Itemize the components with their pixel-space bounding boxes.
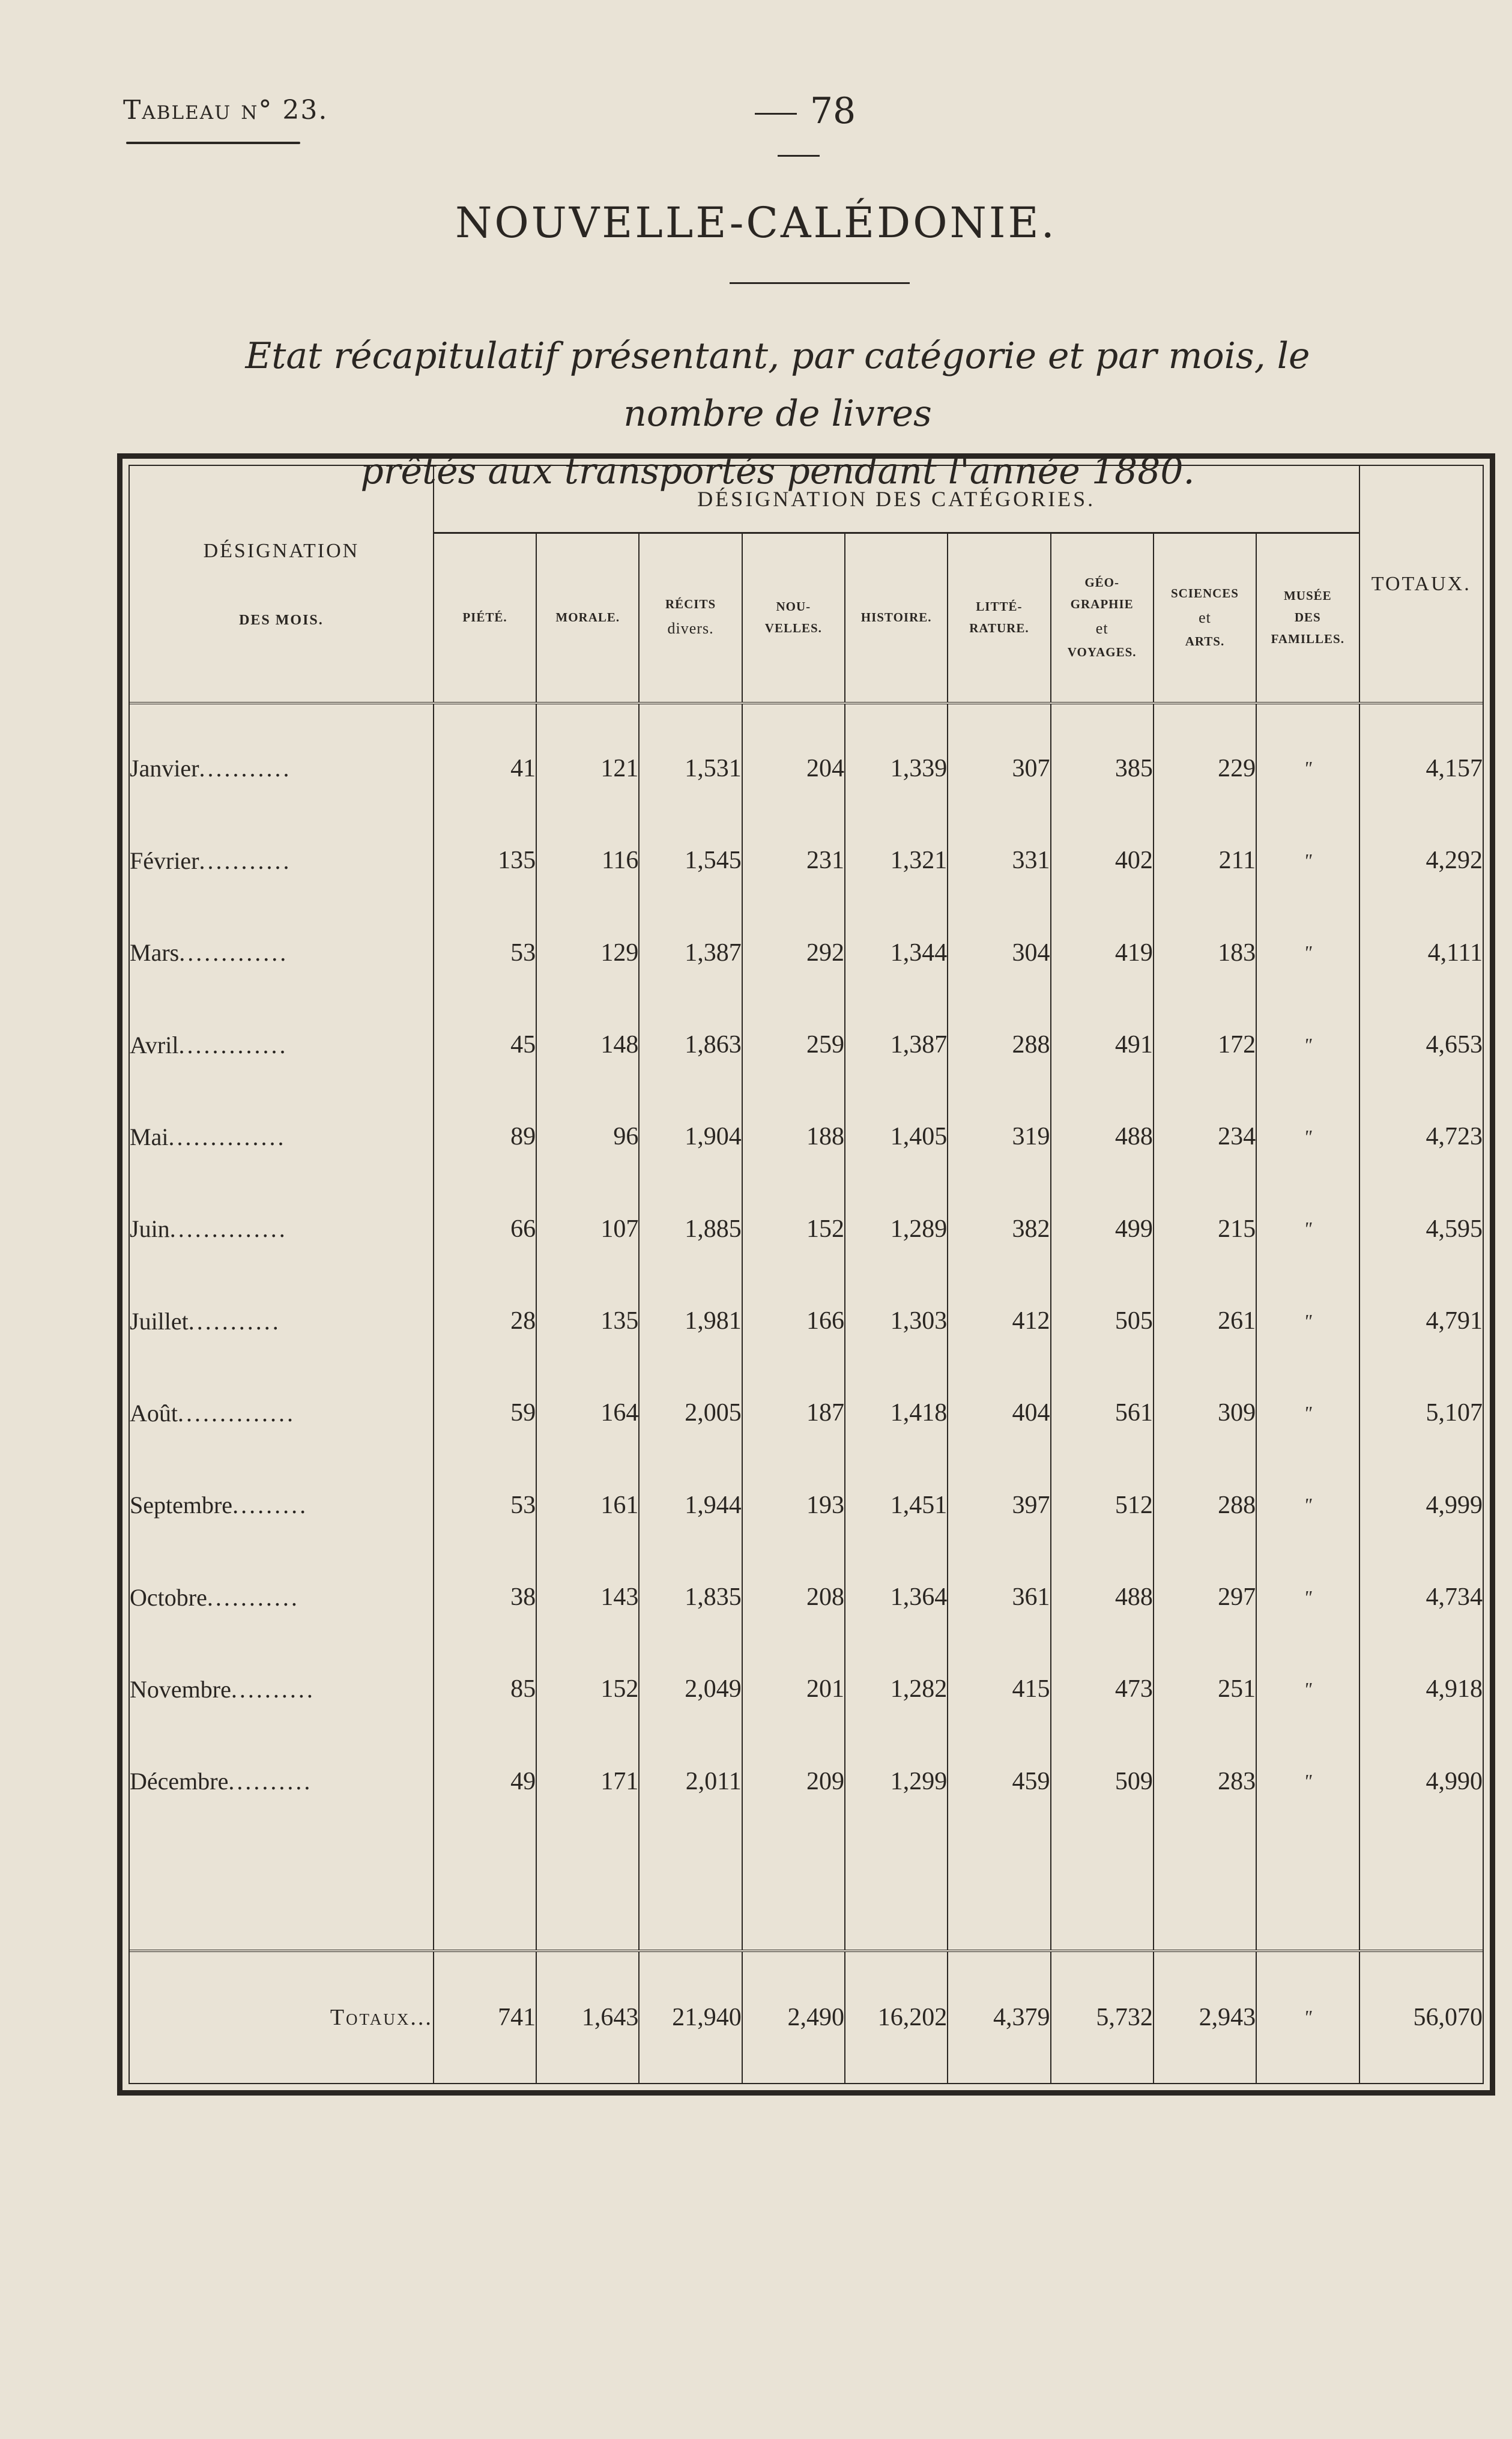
totals-column-header: TOTAUX. [1359,466,1483,703]
leader-dots: .............. [168,1123,286,1150]
month-name: Avril [130,1031,179,1059]
value-cell: 1,904 [639,1091,742,1183]
month-cell [130,703,434,815]
category-header-7-line1: GÉO- [1084,575,1120,590]
month-name: Juillet [130,1307,189,1335]
value-cell: 1,981 [639,1275,742,1367]
row-total-cell: 4,918 [1426,1675,1483,1703]
value-cell: 187 [742,1367,845,1459]
leader-dots: .......... [228,1768,313,1795]
value-cell: 1,321 [845,815,948,907]
value-cell: 288 [1154,1459,1256,1551]
table-body [130,703,1483,2083]
value-cell: 53 [434,1459,536,1551]
month-cell [130,1183,434,1275]
separator-cell [1154,1827,1256,1950]
month-cell [130,815,434,907]
table-row [130,1735,1483,1827]
category-header-3-line1: RÉCITS [665,597,716,612]
value-cell: 229 [1154,703,1256,815]
category-header-8-line1: SCIENCES [1170,586,1239,601]
value-cell: 412 [948,1275,1050,1367]
value-cell: 309 [1154,1367,1256,1459]
leader-dots: .............. [178,1399,295,1427]
value-cell: 188 [742,1091,845,1183]
category-header-5-line1: HISTOIRE. [860,610,932,625]
value-cell: 397 [948,1459,1050,1551]
value-cell: " [1256,999,1359,1090]
value-cell: 53 [434,907,536,999]
statistics-table [130,466,1483,2083]
column-total-cell: 741 [434,1951,536,2083]
category-header-8-line3: ARTS. [1185,634,1225,649]
month-cell [130,1735,434,1827]
category-header-2 [536,533,639,704]
value-cell: 164 [536,1367,639,1459]
value-cell: 209 [742,1735,845,1827]
leader-dots: ......... [232,1492,309,1519]
column-total-cell: 16,202 [845,1951,948,2083]
grand-total-cell: 56,070 [1413,2003,1483,2031]
value-cell: 2,049 [639,1643,742,1735]
value-cell: 28 [434,1275,536,1367]
value-cell: 161 [536,1459,639,1551]
value-cell: 1,303 [845,1275,948,1367]
leader-dots: ........... [207,1583,300,1611]
column-total-cell: 2,490 [742,1951,845,2083]
value-cell: 1,885 [639,1183,742,1275]
value-cell: " [1256,1551,1359,1643]
categories-header: DÉSIGNATION DES CATÉGORIES. [434,466,1359,533]
value-cell: 107 [536,1183,639,1275]
value-cell: 382 [948,1183,1050,1275]
value-cell: 152 [536,1643,639,1735]
value-cell: " [1256,1367,1359,1459]
row-total-cell: 4,157 [1426,754,1483,782]
value-cell: " [1256,1459,1359,1551]
table-row [130,703,1483,815]
value-cell: 297 [1154,1551,1256,1643]
value-cell: 1,944 [639,1459,742,1551]
value-cell: 1,289 [845,1183,948,1275]
category-header-4-line2: VELLES. [764,621,822,635]
value-cell: 1,835 [639,1551,742,1643]
month-name: Mars [130,939,180,967]
value-cell: 361 [948,1551,1050,1643]
column-total-cell: 1,643 [536,1951,639,2083]
value-cell: 385 [1051,703,1154,815]
value-cell: 234 [1154,1091,1256,1183]
value-cell: 135 [434,815,536,907]
value-cell: 152 [742,1183,845,1275]
category-header-3-line2: divers. [667,619,714,637]
value-cell: 512 [1051,1459,1154,1551]
value-cell: 473 [1051,1643,1154,1735]
value-cell: 231 [742,815,845,907]
value-cell: 488 [1051,1551,1154,1643]
value-cell: 121 [536,703,639,815]
value-cell: 288 [948,999,1050,1090]
leader-dots: ........... [199,847,292,874]
separator-cell [845,1827,948,1950]
separator-cell [742,1827,845,1950]
value-cell: 96 [536,1091,639,1183]
value-cell: 143 [536,1551,639,1643]
value-cell: 319 [948,1091,1050,1183]
row-total-cell: 4,734 [1426,1583,1483,1612]
subtitle-line-1: Etat récapitulatif présentant, par catégorie et par mois, le nombre de livres [245,335,1310,435]
value-cell: 49 [434,1735,536,1827]
month-cell [130,1551,434,1643]
month-name: Février [130,847,199,874]
value-cell: " [1256,703,1359,815]
statistics-table-inner-frame [129,465,1484,2084]
value-cell: " [1256,1735,1359,1827]
table-row [130,1275,1483,1367]
value-cell: 89 [434,1091,536,1183]
value-cell: 259 [742,999,845,1090]
month-name: Juin [130,1215,170,1243]
value-cell: 208 [742,1551,845,1643]
row-total-cell: 4,292 [1426,847,1483,875]
value-cell: 148 [536,999,639,1090]
value-cell: 41 [434,703,536,815]
separator-cell [1359,1827,1483,1950]
value-cell: " [1256,907,1359,999]
value-cell: 283 [1154,1735,1256,1827]
value-cell: 1,364 [845,1551,948,1643]
value-cell: 2,005 [639,1367,742,1459]
table-row [130,1643,1483,1735]
statistics-table-frame [117,453,1495,2096]
row-total-cell: 4,791 [1426,1307,1483,1335]
value-cell: 1,339 [845,703,948,815]
month-name: Septembre [130,1492,233,1519]
value-cell: 459 [948,1735,1050,1827]
category-header-1 [434,533,536,704]
month-header-line-2: DES MOIS. [239,612,324,628]
table-row [130,999,1483,1090]
page-number: 78 [721,90,877,174]
value-cell: " [1256,1643,1359,1735]
category-header-4 [742,533,845,704]
month-cell [130,1643,434,1735]
category-header-6 [948,533,1050,704]
value-cell: 204 [742,703,845,815]
separator-cell [1051,1827,1154,1950]
category-header-9-line3: FAMILLES. [1271,631,1344,646]
value-cell: 45 [434,999,536,1090]
value-cell: 38 [434,1551,536,1643]
month-name: Décembre [130,1768,229,1795]
row-total-cell: 5,107 [1426,1399,1483,1427]
value-cell: 251 [1154,1643,1256,1735]
value-cell: 292 [742,907,845,999]
leader-dots: ............. [179,939,289,967]
value-cell: 1,387 [639,907,742,999]
value-cell: 1,451 [845,1459,948,1551]
month-column-header [130,466,434,703]
totals-separator-row [130,1827,1483,1950]
column-total-cell: 2,943 [1154,1951,1256,2083]
month-cell [130,1275,434,1367]
value-cell: 1,387 [845,999,948,1090]
table-row [130,815,1483,907]
month-name: Janvier [130,755,199,782]
value-cell: 85 [434,1643,536,1735]
value-cell: 1,344 [845,907,948,999]
value-cell: 1,545 [639,815,742,907]
value-cell: 404 [948,1367,1050,1459]
value-cell: 561 [1051,1367,1154,1459]
separator-cell [1256,1827,1359,1950]
value-cell: 509 [1051,1735,1154,1827]
totals-label: Totaux... [130,1951,434,2083]
category-header-7 [1051,533,1154,704]
category-header-7-line3: et [1095,619,1108,637]
value-cell: 166 [742,1275,845,1367]
value-cell: 1,531 [639,703,742,815]
column-total-cell: " [1256,1951,1359,2083]
value-cell: " [1256,815,1359,907]
table-row [130,1091,1483,1183]
value-cell: 183 [1154,907,1256,999]
leader-dots: .............. [169,1215,288,1243]
month-cell [130,907,434,999]
column-total-cell: 5,732 [1051,1951,1154,2083]
value-cell: 135 [536,1275,639,1367]
category-header-9 [1256,533,1359,704]
leader-dots: .......... [231,1675,315,1703]
category-header-6-line2: RATURE. [969,621,1029,635]
value-cell: 402 [1051,815,1154,907]
value-cell: 215 [1154,1183,1256,1275]
category-header-8 [1154,533,1256,704]
table-row [130,1551,1483,1643]
value-cell: 66 [434,1183,536,1275]
page-header [0,0,1512,156]
separator-cell [434,1827,536,1950]
value-cell: 307 [948,703,1050,815]
value-cell: 1,405 [845,1091,948,1183]
value-cell: 116 [536,815,639,907]
table-row [130,1459,1483,1551]
tableau-label: Tableau n° 23. [123,95,328,125]
table-row [130,907,1483,999]
category-header-2-line1: MORALE. [555,610,620,625]
value-cell: 1,299 [845,1735,948,1827]
title-divider [730,282,910,284]
value-cell: 261 [1154,1275,1256,1367]
row-total-cell: 4,595 [1426,1215,1483,1243]
value-cell: 491 [1051,999,1154,1090]
month-name: Mai [130,1123,169,1150]
value-cell: 331 [948,815,1050,907]
totals-row [130,1951,1483,2083]
value-cell: 2,011 [639,1735,742,1827]
month-name: Novembre [130,1675,231,1703]
value-cell: 211 [1154,815,1256,907]
row-total-cell: 4,990 [1426,1767,1483,1795]
table-row [130,1367,1483,1459]
row-total-cell: 4,653 [1426,1031,1483,1059]
month-cell [130,1091,434,1183]
category-header-4-line1: NOU- [776,599,811,614]
category-header-8-line2: et [1199,608,1211,626]
value-cell: 1,282 [845,1643,948,1735]
month-cell [130,1459,434,1551]
value-cell: 201 [742,1643,845,1735]
separator-cell [948,1827,1050,1950]
leader-dots: ............. [178,1031,288,1059]
separator-cell [130,1827,434,1950]
column-total-cell: 4,379 [948,1951,1050,2083]
leader-dots: ........... [188,1307,281,1335]
value-cell: " [1256,1275,1359,1367]
row-total-cell: 4,111 [1427,938,1483,967]
row-total-cell: 4,999 [1426,1491,1483,1519]
category-header-5 [845,533,948,704]
value-cell: 499 [1051,1183,1154,1275]
value-cell: 59 [434,1367,536,1459]
separator-cell [639,1827,742,1950]
month-cell [130,1367,434,1459]
month-name: Octobre [130,1583,207,1611]
leader-dots: ........... [199,755,292,782]
table-row [130,1183,1483,1275]
column-total-cell: 21,940 [639,1951,742,2083]
value-cell: 193 [742,1459,845,1551]
category-header-6-line1: LITTÉ- [976,599,1023,614]
page-title: NOUVELLE-CALÉDONIE. [455,198,1057,247]
category-header-3 [639,533,742,704]
category-header-9-line1: MUSÉE [1283,588,1332,603]
value-cell: 129 [536,907,639,999]
month-cell [130,999,434,1090]
value-cell: 171 [536,1735,639,1827]
subtitle-line-2: prêtés aux transportés pendant l'année 1880. [360,450,1195,492]
category-header-7-line2: GRAPHIE [1070,597,1134,612]
value-cell: 415 [948,1643,1050,1735]
value-cell: " [1256,1183,1359,1275]
category-header-1-line1: PIÉTÉ. [462,610,507,625]
tableau-underline [126,142,300,144]
value-cell: 419 [1051,907,1154,999]
category-header-7-line4: VOYAGES. [1067,644,1137,659]
month-header-line-1: DÉSIGNATION [203,539,360,562]
category-header-9-line2: DES [1294,610,1321,625]
value-cell: 505 [1051,1275,1154,1367]
value-cell: 1,863 [639,999,742,1090]
value-cell: 172 [1154,999,1256,1090]
value-cell: 304 [948,907,1050,999]
month-name: Août [130,1399,178,1427]
separator-cell [536,1827,639,1950]
value-cell: 488 [1051,1091,1154,1183]
value-cell: " [1256,1091,1359,1183]
row-total-cell: 4,723 [1426,1123,1483,1151]
value-cell: 1,418 [845,1367,948,1459]
